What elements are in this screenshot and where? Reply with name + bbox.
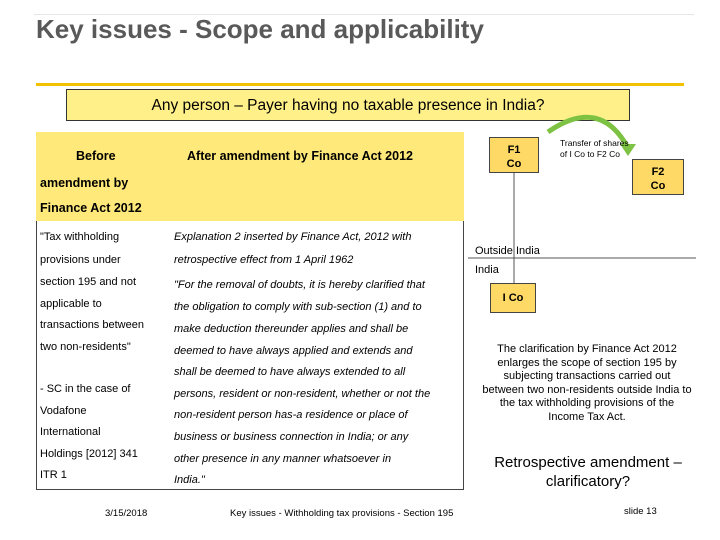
- col1-line: section 195 and not: [40, 276, 137, 288]
- clarification-text: The clarification by Finance Act 2012 enlarges the scope of section 195 by subjecting transactions carried out between two non-residents outside India to the tax withholding provisions of the Income Tax Act.: [482, 343, 692, 423]
- ico-box: [490, 283, 536, 313]
- col2-line: India.": [174, 474, 205, 486]
- col1-header-line: Before: [76, 149, 116, 163]
- india-label: India: [475, 264, 499, 276]
- col2-line: retrospective effect from 1 April 1962: [174, 254, 354, 266]
- f1-co-label: Co: [506, 158, 522, 170]
- col1-line: Holdings [2012] 341: [40, 448, 138, 460]
- col1-line: two non-residents": [40, 341, 131, 353]
- col1-line: - SC in the case of: [40, 383, 131, 395]
- transfer-note: of I Co to F2 Co: [560, 149, 620, 159]
- question-box: Any person – Payer having no taxable presence in India?: [66, 89, 630, 121]
- col1-line: International: [40, 426, 101, 438]
- f1-co-box: [489, 137, 539, 173]
- f1-co-label: F1: [507, 144, 521, 156]
- col1-line: provisions under: [40, 254, 121, 266]
- col2-line: non-resident person has-a residence or place of: [174, 409, 408, 421]
- slide-number: slide 13: [624, 506, 657, 517]
- col2-header: After amendment by Finance Act 2012: [187, 149, 413, 163]
- page-title: Key issues - Scope and applicability: [36, 14, 484, 44]
- col1-line: applicable to: [40, 298, 102, 310]
- col2-line: make deduction thereunder applies and shall be: [174, 323, 409, 335]
- col1-line: transactions between: [40, 319, 144, 331]
- transfer-note: Transfer of shares: [560, 138, 629, 148]
- col2-line: business or business connection in India; or any: [174, 431, 409, 443]
- col2-line: Explanation 2 inserted by Finance Act, 2012 with: [174, 231, 412, 243]
- col2-line: deemed to have always applied and extends and: [174, 345, 413, 357]
- col2-line: persons, resident or non-resident, whether or not the: [174, 388, 431, 400]
- col1-line: Vodafone: [40, 405, 87, 417]
- col1-line: "Tax withholding: [40, 231, 120, 243]
- col2-line: the obligation to comply with sub-section (1) and to: [174, 301, 422, 313]
- col2-line: "For the removal of doubts, it is hereby clarified that: [174, 279, 425, 291]
- col2-line: other presence in any manner whatsoever in: [174, 453, 392, 465]
- f2-co-label: Co: [650, 180, 666, 192]
- f2-co-box: [632, 159, 684, 195]
- col1-header-line: amendment by: [40, 176, 129, 190]
- footer-date: 3/15/2018: [105, 508, 148, 519]
- ico-label: I Co: [502, 292, 524, 304]
- outside-india-label: Outside India: [475, 245, 540, 257]
- footer-title: Key issues - Withholding tax provisions - Section 195: [230, 508, 454, 519]
- retrospective-question: Retrospective amendment – clarificatory?: [494, 454, 682, 490]
- f2-co-label: F2: [651, 166, 665, 178]
- col2-line: shall be deemed to have always extended to all: [174, 366, 406, 378]
- col1-header-line: Finance Act 2012: [40, 201, 142, 215]
- col1-line: ITR 1: [40, 469, 67, 481]
